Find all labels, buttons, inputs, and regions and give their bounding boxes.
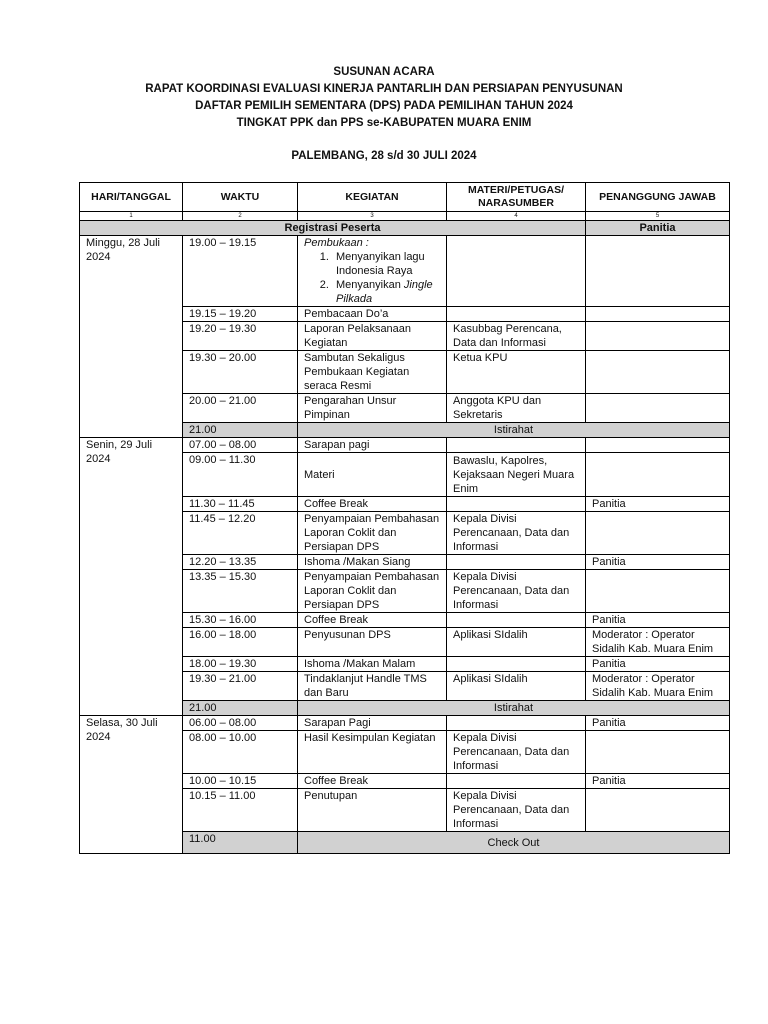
pj-cell: Panitia xyxy=(586,555,730,570)
time-cell: 10.00 – 10.15 xyxy=(183,774,298,789)
registration-pj: Panitia xyxy=(586,221,730,236)
material-cell xyxy=(447,497,586,512)
opening-list xyxy=(304,250,440,306)
time-cell: 11.45 – 12.20 xyxy=(183,512,298,555)
break-label: Check Out xyxy=(298,832,730,854)
day-cell: Minggu, 28 Juli 2024 xyxy=(80,236,183,438)
material-cell: Kepala Divisi Perencanaan, Data dan Informasi xyxy=(447,789,586,832)
list-item: 2. Menyanyikan Jingle Pilkada xyxy=(332,278,440,306)
material-cell: Ketua KPU xyxy=(447,351,586,394)
pj-cell xyxy=(586,236,730,307)
column-header: HARI/TANGGAL xyxy=(80,183,183,212)
pj-cell xyxy=(586,322,730,351)
day-cell: Senin, 29 Juli 2024 xyxy=(80,438,183,716)
pj-cell xyxy=(586,438,730,453)
time-cell: 19.30 – 21.00 xyxy=(183,672,298,701)
pj-cell: Panitia xyxy=(586,774,730,789)
document-header xyxy=(0,64,768,165)
activity-cell xyxy=(298,236,447,307)
time-cell: 07.00 – 08.00 xyxy=(183,438,298,453)
activity-cell: Penyusunan DPS xyxy=(298,628,447,657)
registration-label: Registrasi Peserta xyxy=(80,221,586,236)
break-time: 21.00 xyxy=(183,423,298,438)
pj-cell: Panitia xyxy=(586,716,730,731)
table-header-row xyxy=(80,183,730,212)
doc-subtitle-line1: RAPAT KOORDINASI EVALUASI KINERJA PANTARLIH DAN PERSIAPAN PENYUSUNAN xyxy=(145,83,623,95)
time-cell: 19.00 – 19.15 xyxy=(183,236,298,307)
day-cell: Selasa, 30 Juli 2024 xyxy=(80,716,183,854)
activity-cell: Coffee Break xyxy=(298,613,447,628)
table-row xyxy=(80,438,730,453)
material-cell: Bawaslu, Kapolres, Kejaksaan Negeri Muara Enim xyxy=(447,453,586,497)
material-cell: Kepala Divisi Perencanaan, Data dan Informasi xyxy=(447,512,586,555)
activity-cell: Materi xyxy=(298,453,447,497)
doc-title: SUSUNAN ACARA xyxy=(333,66,435,78)
pj-cell xyxy=(586,351,730,394)
registration-row xyxy=(80,221,730,236)
activity-cell: Pembacaan Do’a xyxy=(298,307,447,322)
pj-cell xyxy=(586,570,730,613)
time-cell: 06.00 – 08.00 xyxy=(183,716,298,731)
time-cell: 15.30 – 16.00 xyxy=(183,613,298,628)
material-cell: Kasubbag Perencana, Data dan Informasi xyxy=(447,322,586,351)
table-row xyxy=(80,236,730,307)
time-cell: 13.35 – 15.30 xyxy=(183,570,298,613)
material-cell: Anggota KPU dan Sekretaris xyxy=(447,394,586,423)
column-number: 3 xyxy=(298,212,447,221)
column-header: KEGIATAN xyxy=(298,183,447,212)
doc-place-date: PALEMBANG, 28 s/d 30 JULI 2024 xyxy=(291,150,477,162)
activity-cell: Penutupan xyxy=(298,789,447,832)
pj-cell xyxy=(586,731,730,774)
pj-cell: Panitia xyxy=(586,497,730,512)
doc-subtitle-line2: DAFTAR PEMILIH SEMENTARA (DPS) PADA PEMILIHAN TAHUN 2024 xyxy=(195,100,573,112)
pj-cell: Panitia xyxy=(586,657,730,672)
material-cell: Aplikasi SIdalih xyxy=(447,628,586,657)
material-cell xyxy=(447,555,586,570)
activity-cell: Sambutan Sekaligus Pembukaan Kegiatan seraca Resmi xyxy=(298,351,447,394)
material-cell xyxy=(447,438,586,453)
pj-cell xyxy=(586,307,730,322)
activity-cell: Ishoma /Makan Malam xyxy=(298,657,447,672)
material-cell xyxy=(447,716,586,731)
column-number: 4 xyxy=(447,212,586,221)
time-cell: 19.15 – 19.20 xyxy=(183,307,298,322)
break-label: Istirahat xyxy=(298,701,730,716)
break-time: 11.00 xyxy=(183,832,298,854)
activity-cell: Sarapan Pagi xyxy=(298,716,447,731)
column-number: 1 xyxy=(80,212,183,221)
activity-cell: Penyampaian Pembahasan Laporan Coklit dan Persiapan DPS xyxy=(298,512,447,555)
list-item: 1. Menyanyikan lagu Indonesia Raya xyxy=(332,250,440,278)
column-number: 2 xyxy=(183,212,298,221)
time-cell: 08.00 – 10.00 xyxy=(183,731,298,774)
time-cell: 18.00 – 19.30 xyxy=(183,657,298,672)
material-cell xyxy=(447,307,586,322)
column-number: 5 xyxy=(586,212,730,221)
activity-cell: Coffee Break xyxy=(298,497,447,512)
activity-cell: Pengarahan Unsur Pimpinan xyxy=(298,394,447,423)
column-header: PENANGGUNG JAWAB xyxy=(586,183,730,212)
time-cell: 19.20 – 19.30 xyxy=(183,322,298,351)
activity-cell: Hasil Kesimpulan Kegiatan xyxy=(298,731,447,774)
activity-cell: Ishoma /Makan Siang xyxy=(298,555,447,570)
pj-cell xyxy=(586,512,730,555)
pj-cell xyxy=(586,789,730,832)
time-cell: 16.00 – 18.00 xyxy=(183,628,298,657)
table-row xyxy=(80,716,730,731)
time-cell: 12.20 – 13.35 xyxy=(183,555,298,570)
activity-cell: Laporan Pelaksanaan Kegiatan xyxy=(298,322,447,351)
time-cell: 20.00 – 21.00 xyxy=(183,394,298,423)
pj-cell xyxy=(586,394,730,423)
activity-heading: Pembukaan : xyxy=(304,237,369,249)
material-cell: Aplikasi SIdalih xyxy=(447,672,586,701)
pj-cell: Moderator : Operator Sidalih Kab. Muara Enim xyxy=(586,672,730,701)
material-cell xyxy=(447,774,586,789)
material-cell: Kepala Divisi Perencanaan, Data dan Informasi xyxy=(447,731,586,774)
material-cell xyxy=(447,613,586,628)
material-cell xyxy=(447,657,586,672)
time-cell: 11.30 – 11.45 xyxy=(183,497,298,512)
column-header: WAKTU xyxy=(183,183,298,212)
time-cell: 09.00 – 11.30 xyxy=(183,453,298,497)
material-cell xyxy=(447,236,586,307)
break-label: Istirahat xyxy=(298,423,730,438)
activity-cell: Coffee Break xyxy=(298,774,447,789)
column-number-row xyxy=(80,212,730,221)
break-time: 21.00 xyxy=(183,701,298,716)
pj-cell: Moderator : Operator Sidalih Kab. Muara Enim xyxy=(586,628,730,657)
activity-cell: Sarapan pagi xyxy=(298,438,447,453)
time-cell: 19.30 – 20.00 xyxy=(183,351,298,394)
activity-cell: Penyampaian Pembahasan Laporan Coklit dan Persiapan DPS xyxy=(298,570,447,613)
pj-cell: Panitia xyxy=(586,613,730,628)
activity-cell: Tindaklanjut Handle TMS dan Baru xyxy=(298,672,447,701)
column-header: MATERI/PETUGAS/ NARASUMBER xyxy=(447,183,586,212)
time-cell: 10.15 – 11.00 xyxy=(183,789,298,832)
schedule-table xyxy=(79,182,730,854)
material-cell: Kepala Divisi Perencanaan, Data dan Informasi xyxy=(447,570,586,613)
pj-cell xyxy=(586,453,730,497)
doc-subtitle-line3: TINGKAT PPK dan PPS se-KABUPATEN MUARA ENIM xyxy=(236,117,532,129)
